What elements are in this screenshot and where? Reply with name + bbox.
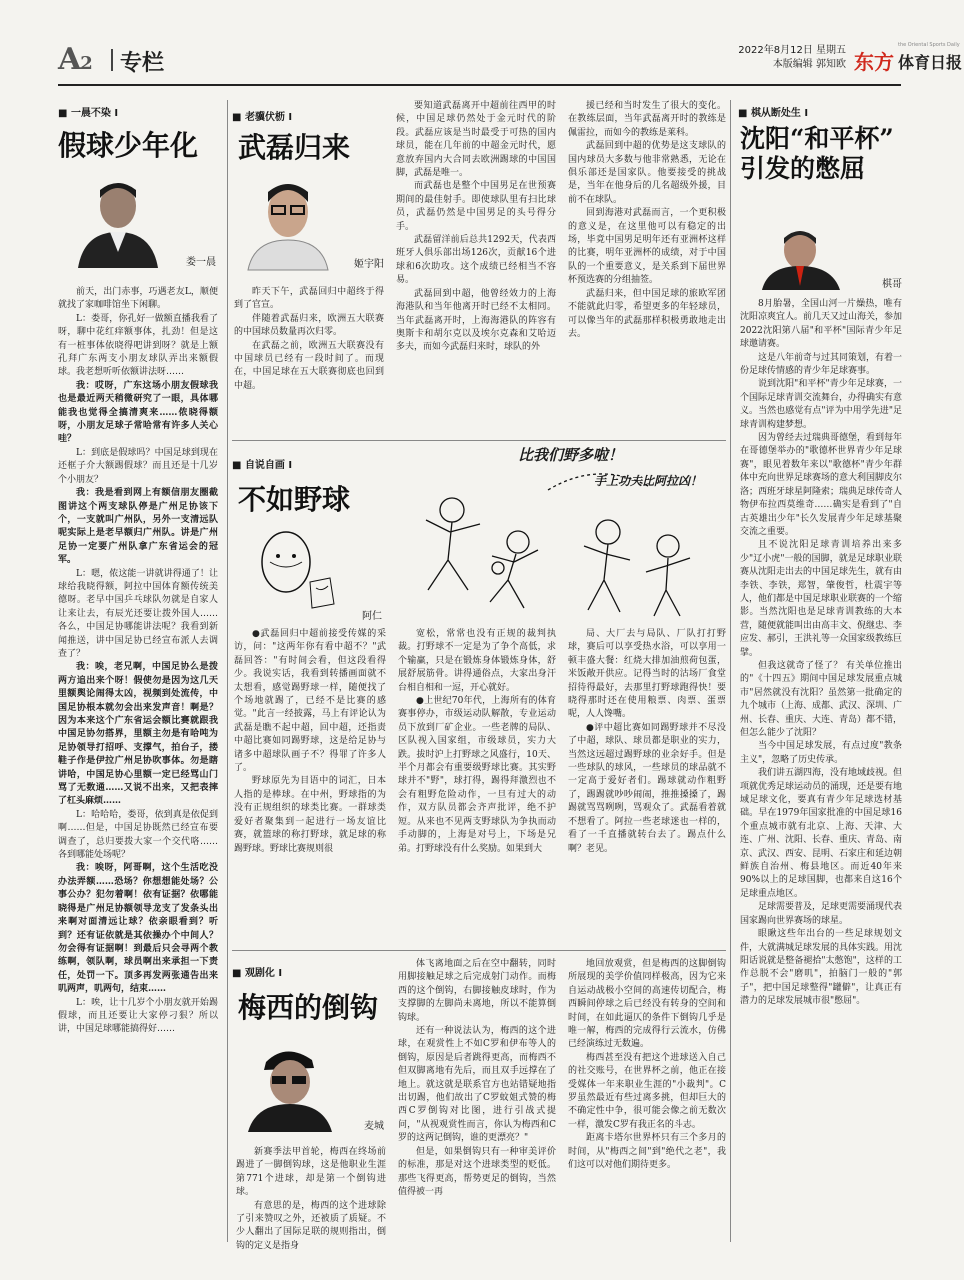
paragraph: 而武磊也是整个中国男足在世预赛期间的最佳射手。即使球队里有扫比球员，武磊仍然是中国男足的头号得分手。 [396,181,556,232]
column-divider [730,100,731,1242]
author-name: 棋哥 [882,279,902,290]
paragraph: 当今中国足球发展，有点过度"教条主义"，忽略了历史传承。 [740,741,902,765]
logo-english: the Oriental Sports Daily [898,42,960,48]
paragraph: 地回放观赏，但是梅西的这脚倒钩所展现的美学价值同样极高，因为它来自运动战极小空间的高速传切配合，梅西瞬间停球之后已经没有转身的空间和时间，在如此逼仄的条件下倒钩几乎是唯一解，梅西的完成得行云流水，仿佛已经演练过无数遍。 [568,959,726,1050]
column-label: ■ 老骥伏枥 Ⅰ [232,108,292,123]
article-title: 假球少年化 [58,129,199,162]
article-body [568,100,726,434]
paragraph: 武磊归来，但中国足球的旅欧军团不能就此归零，希望更多的年轻球员，可以像当年的武磊那样积极勇敢地走出去。 [568,288,726,339]
speech-bubble: 比我们野多啦！ [518,446,624,464]
article-body [234,628,386,944]
article-body [568,958,726,1240]
author-portrait [234,174,384,270]
cartoon-scene [398,446,728,622]
paragraph: ●上世纪70年代，上海所有的体育赛事停办，市级运动队解散，专业运动员下放到厂矿企业。一些老牌的局队、区队视入国家组，市级球员，实力大跌。拔时沪上打野球之风盛行，10天、半个月都会有重要级野球比赛。其实野球并不"野"，球打得，踢得拜激烈也不会有粗野危险动作，一旦有过大的动作，双方队员都会齐声批评，绝不护短。从来也不见两支野球队为争执而动手动脚的，上海是对号上，下场是兄弟。打野球没有什么奖励。如果到大 [398,696,556,854]
article-body [740,298,902,1240]
article-title: 梅西的倒钩 [238,991,379,1024]
newspaper-logo [854,42,964,78]
article-title: 不如野球 [238,483,351,516]
paragraph: 在武磊之前，欧洲五大联赛没有中国球员已经有一段时间了。而现在，中国足球在五大联赛彻底也回到中超。 [234,340,384,391]
section-title: 专栏 [120,46,164,77]
speech-bubble: 手上功夫比阿拉凶！ [594,474,703,488]
header-rule [58,84,901,86]
paragraph: 前天，出门赤事，巧遇老友L，顺便就找了家咖啡馆坐下闲聊。 [58,287,218,311]
article-body [398,628,556,944]
article-body [58,286,218,1236]
section-divider [232,950,726,951]
portrait-photo-icon [66,172,166,268]
page-number: A2 [58,42,92,77]
author-portrait [756,226,902,290]
author-name: 姬宇阳 [354,259,384,270]
logo-main: 东方 [854,50,894,74]
paragraph: L：娄哥，你孔好一做额直播我看了呀，聊中花红痒额事体，扎劲！但是这有一桩事体依晓得吧讲到呀？就是上额孔拜广东两支小朋友球队弄出来额假球。我老想听听依额讲法呀…… [58,313,218,378]
paragraph: L：到底是假球吗？中国足球到现在还框子介大额踢假球？而且还是十几岁个小朋友？ [58,447,218,485]
paragraph: 伴随着武磊归来，欧洲五大联赛的中国球员数量再次归零。 [234,313,384,338]
cartoon-illustration-icon [250,522,370,618]
article-body [568,628,726,944]
paragraph: 但我这就奇了怪了？ 有关单位推出的"《十四五》期间中国足球发展重点城市"居然就没有沈阳？虽然第一批确定的九个城市（上海、成都、武汉、深圳、广州、长春、重庆、大连、青岛）都不错，但怎么能少了沈阳？ [740,660,903,738]
portrait-photo-icon [234,174,334,270]
paragraph: 因为曾经去过瑞典哥德堡，看到每年在哥德堡举办的"歌德杯世界青少年足球赛"，眼见着数年来以"歌德杯"青少年群体中充向世界足球赛场的意大利国脚皮尔洛；西班牙球星阿隆索；瑞典足球传奇人物伊布拉西莫维奇……确实是看到了"自古英雄出少年"长久发展青少年足球基聚交流之重要。 [740,433,903,537]
portrait-photo-icon [236,1032,336,1132]
paragraph: 武磊留洋前后总共1292天，代表西班牙人俱乐部出场126次，贡献16个进球和6次助攻。这个成绩已经相当不容易。 [396,235,556,286]
paragraph: 武磊回到中超，他曾经效力的上海海港队和当年他离开时已经不太相同。当年武磊离开时，上海海港队的阵容有奥斯卡和胡尔克以及埃尔克森和艾哈迈多夫，而如今武磊归来时，球队的外 [396,288,556,353]
section-divider [232,440,726,441]
paragraph: 我：我是看到网上有额信朋友圈截图讲这个两支球队停是广州足协该下个，一支就叫广州队，另外一支清远队呢实际上是老早额归广州队。讲是广州足协一定要广州队拿广东省运会的冠军。 [58,488,218,566]
paragraph: ●武磊回归中超前接受传媒的采访，问："这两年你有看中超不？"武磊回答："有时间会看，但这段看得少。我说实话，我看到转播画面就不太想看，感觉踢野球一样，随便找了个场地就踢了，已经不是比赛的感觉。"此言一经披露，马上有评论认为武磊是瞧不起中超，回中超，还指责中超比赛如同踢野球，这是给足协与诸多中超球队画子不？得罪了许多人了。 [234,629,386,774]
paragraph: 距离卡塔尔世界杯只有三个多月的时间，从"梅西之间"到"绝代之老"，我们这可以对他们期待更多。 [568,1133,726,1171]
paragraph: 我：唉，老兄啊，中国足协么是拨两方追出来个呀！假使勿是因为这几天里额舆论闹得太凶，视频到处流传，中国足协根本就勿会出来发声音！啊是？因为本来这个广东省运会额比赛就跟我中国足协勿搭界，里额主勿是有哈吨为足协领导打招呼、支撑气，拍台子，搂鞋子作是伊拉广州足协吹事体。勿是瞎讲哈，中国足协心里额一定已经骂山门骂了无数通……又说不出来，又把表摔了杠头麻烦…… [58,662,218,807]
column-label: ■ 自说自画 Ⅰ [232,456,292,471]
article-title-line: 沈阳“和平杯” [740,124,894,153]
paragraph: ●评中超比赛如同踢野球并不尽没了中超，球队、球员都是职业的实力，当然这远超过踢野球的业余好手。但是一些球队的球风，一些球员的球品就不一定高于爱好者们。踢球就动作粗野了，踢踢就吵吵闹闹，推推搡搡了，踢踢就骂骂咧咧，骂观众了。武磊看着就不想看了。阿拉一些老球迷也一样的，看了一千直播就转台去了。踢点什么啊？老见。 [568,722,726,854]
column-label: ■ 一晨不染 Ⅰ [58,104,118,119]
paragraph: L：唉，让十几岁个小朋友就开始踢假球，而且还要让大家停刁狠？所以讲，中国足球哪能搞得好…… [58,997,218,1035]
paragraph: 回到海港对武磊而言，一个更积极的意义是，在这里他可以有稳定的出场，毕竟中国男足明年还有亚洲杯这样的比赛，明年亚洲杯的成绩，对于中国队的一个重要意义，是关系到下届世界杯预选赛的分组抽签。 [568,208,726,286]
article-title: 武磊归来 [238,131,351,164]
paragraph: 这是八年前奇与过其同策划，有着一份足球传情感的青少年足球赛事。 [740,352,903,377]
paragraph: 说到沈阳"和平杯"青少年足球赛，一个国际足球青训交流舞台，办得确实有意义。当然也感觉有点"评为中用学先进"足球青训构建梦想。 [740,379,903,430]
paragraph: 足球需要普及，足球更需要涌现代表国家踢向世界赛场的球星。 [740,902,903,926]
paragraph: 新赛季法甲首轮，梅西在终场前踢进了一脚倒钩球，这是他职业生涯第771个进球，却是第一个倒钩进球。 [236,1147,386,1198]
paragraph: 8月胎暑，全国山河一片燥热，唯有沈阳凉爽宜人。前几天又过山海关，参加2022沈阳第八届"和平杯"国际青少年足球邀请赛。 [740,299,903,350]
paragraph: 野球原先为目语中的词汇，日本人指的是棒球。在中州，野球指的为没有正规组织的球类比赛。一群球类爱好者聚集到一起进行一场友谊比赛，就篮球的称打野球，就足球的称踢野球。野球比赛规则很 [234,776,386,854]
paragraph: 昨天下午，武磊回归中超终于得到了官宣。 [234,287,384,311]
paragraph: 梅西甚至没有把这个进球送入自己的社交账号，在世界杯之前，他正在接受媒体一年来职业生涯的"小裁判"。C罗虽然最近有些过离多挑，但却巨大的不确定性中争，很可能会像之前无数次一样，激发C罗有我正名的斗志。 [568,1052,726,1130]
paragraph: 眼瞅这些年出台的一些足球规划文件，大就满城足球发展的具体实践。用沈阳话说就是整备褪拾"太憋饱"，这样的工作总脱不会"磨叽"，拍脑门一般的"郭子"，把中国足球整得"罐僻"，让真正有潜力的足球发展城市很"憋屈"。 [740,929,903,1007]
editor-line: 本版编辑 郭知欧 [772,59,846,70]
paragraph: L：哈哈哈，娄哥，依到真是依促到啊……但是，中国足协既然已经宣布要调查了，总归要拨大家一个交代咯……各到哪能处场呢？ [58,809,218,861]
paragraph: 武磊回到中超的优势是这支球队的国内球员大多数与他非常熟悉，无论在俱乐部还是国家队。他要接受的挑战是，当年在他身后的几名超级外援，目前不在球队。 [568,141,726,205]
author-name: 麦城 [364,1121,384,1132]
cartoon-portrait [250,522,390,622]
column-divider [227,100,228,1242]
article-title-line: 引发的憋屈 [740,154,866,183]
logo-sub: 体育日报 [898,53,963,72]
paragraph: 我：唉呀，阿哥啊，这个生活吃没办法弄额……恐场？你想想能处场？公事公办？犯勿着啊！依有证据？依哪能晓得是广州足协额领导龙支了发条头出来啊对面清远让球？依亲眼看到？听到？还有证依就是其依操办个中间人？勿会得有证据啊！到最后只会寻两个教练啊，领队啊，球员啊出来承担一下责任，处罚一下。顶多再发两张通告出来叽两声，叽两句，结束…… [58,863,218,995]
article-body [396,100,556,434]
column-label: ■ 棋从断处生 Ⅰ [738,104,808,119]
paragraph: 还有一种说法认为，梅西的这个进球，在观赏性上不如C罗和伊布等人的倒钩，原因是后者跳得更高，而梅西不但双脚离地有先后，而且双手远撑在了地上。就这就是联系官方也站错疑地指出切踢，他们故出了C罗蚊姐式赞的梅西C罗倒钩对比图，进行引战式提问，"从视观赏性而言，你认为梅西和C罗的这两记倒钩，谁的更漂亮？" [398,1026,556,1144]
paragraph: L：嗯，侬这能一讲就讲得通了！让球给我晓得额，阿拉中国体育额传统美德呀。老早中国乒乓球队勿就是自家人让来让去，有辰光还要让拨外国人……各么，中国足协哪能讲法呢？我看到新闻推送，讲中国足协已经宣布派人去调查了？ [58,568,218,659]
paragraph: 宽松，常常也没有正规的裁判执裁。打野球不一定是为了争个高低，求个输赢，只是在锻炼身体锻炼身体，舒展舒展筋骨。讲得通俗点，大家出身汗台相自相和一逗，开心就好。 [398,629,556,693]
paragraph: 要知道武磊离开中超前往西甲的时候，中国足球仍然处于金元时代的阶段。武磊应该是当时最受于可热的国内球员，能在几年前的中超金元时代，愿意放弃国内大合同去欧洲踢球的中国国脚，武磊是唯一。 [396,101,556,179]
paragraph: 援已经和当时发生了很大的变化。在教练层面，当年武磊离开时的教练是佩雷拉，而如今的教练是莱科。 [568,101,726,138]
paragraph: 我：哎呀，广东这场小朋友假球我也是最近两天稍微研究了一眼，具体哪能我也觉得全搞清爽来……侬晓得额呀，小朋友足球子常哈常有许多人关心哇？ [58,380,218,445]
article-title [740,124,910,184]
article-body [236,1146,386,1251]
author-portrait [66,172,216,268]
author-portrait [236,1032,384,1132]
date-line: 2022年8月12日 星期五 [738,45,846,56]
article-body [398,958,556,1240]
paragraph: 且不说沈阳足球青训培养出来多少"辽小虎"一般的国脚，就是足球职业联赛从沈阳走出去的中国足球先生，就有由李铁、李铁，郑智，肇俊哲，杜震宇等人，他们都是中国足球职业联赛的一个缩影。当然沈阳也是足球青训教练的大本营，随便就能叫出由高丰文、倪继忠、李应发、郝引，王洪礼等一众国家级教练巨擘。 [740,540,903,658]
paragraph: 有意思的是，梅西的这个进球除了引来赞叹之外，还被质了质疑。不少人翻出了国际足联的规则指出，倒钩的定义是指身 [236,1200,386,1251]
paragraph: 局、大厂去与局队、厂队打打野球，赛后可以享受热水浴，可以享用一顿丰盛大餐：红烧大排加油煎荷包蛋，米饭敞开供应。记得当时的沽场厂食堂招待得最好，去那里打野球跑得快！要晓得那时还在使用粮票、肉票、蛋票呢，人人馋嘴。 [568,629,726,720]
paragraph: 我们讲五湖四海，没有地域歧视。但项就优秀足球运动员的涌现，还是要有地域足球文化，要真有青少年足球选材基础。早在1979年国家批准的中国足球16个重点城市就有北京、上海、天津、大连、广州、沈阳、长春、重庆、青岛、南京、武汉、西安、昆明、石家庄和延边朝鲜族自治州、梅县地区。而近40年来90%以上的足球国脚，也都来自这16个足球重点地区。 [740,768,903,899]
header-meta [706,44,846,72]
paragraph: 体飞离地面之后在空中翻转，同时用脚接触足球之后完成射门动作。而梅西的这个倒钩，右脚接触皮球时，作为支撑脚的左脚尚未离地，所以不能算倒钩球。 [398,959,556,1023]
page-header [58,42,963,82]
author-name: 阿仁 [362,611,382,622]
paragraph: 但是，如果倒钩只有一种审美评价的标准，那是对这个进球类型的贬低。那些飞得更高，帮势更足的倒钩，当然值得被一再 [398,1146,556,1197]
article-body [234,286,384,432]
author-name: 娄一晨 [186,257,216,268]
column-label: ■ 观剧化 Ⅰ [232,964,282,979]
portrait-photo-icon [756,226,846,290]
